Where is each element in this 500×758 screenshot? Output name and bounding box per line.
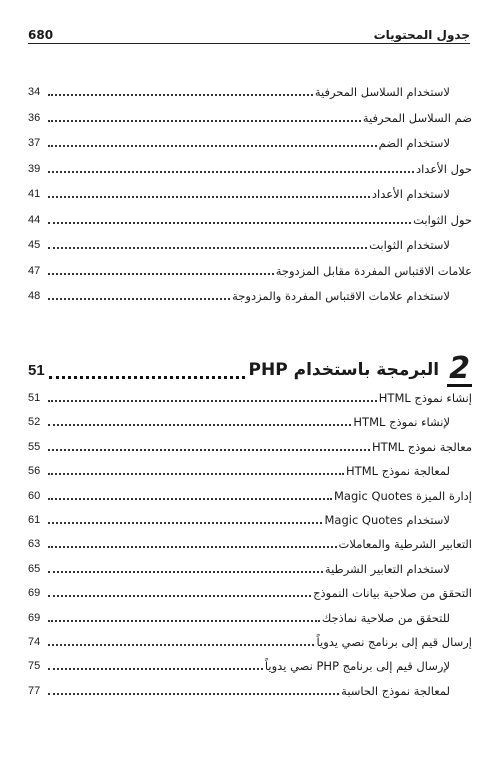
toc-entry-label: لإرسال قيم إلى برنامج PHP نصي يدوياً — [264, 659, 450, 674]
toc-entry-page: 56 — [28, 465, 41, 478]
leader-dots — [48, 619, 320, 622]
toc-entry-label: لاستخدام Magic Quotes — [324, 513, 450, 527]
toc-entry — [28, 82, 472, 102]
toc-entry — [28, 608, 472, 628]
leader-dots — [48, 144, 377, 147]
toc-entry — [28, 159, 472, 179]
toc-entry-label: علامات الاقتباس المفردة مقابل المزدوجة — [275, 263, 472, 278]
toc-entry — [28, 184, 472, 204]
running-title: جدول المحتويات — [373, 28, 470, 42]
leader-dots — [48, 221, 411, 224]
toc-entry — [28, 437, 472, 457]
leader-dots — [48, 497, 332, 500]
toc-entry — [28, 133, 472, 153]
toc-entry-page: 52 — [28, 416, 41, 429]
toc-entry — [28, 210, 472, 230]
toc-entry — [28, 388, 472, 408]
toc-entry-label: لاستخدام السلاسل المحرفية — [314, 85, 450, 99]
page-number: 680 — [28, 28, 54, 42]
toc-entry-page: 77 — [28, 684, 41, 697]
toc-entry — [28, 510, 472, 530]
toc-entry-label: لإنشاء نموذج HTML — [353, 415, 450, 430]
toc-entry-page: 63 — [28, 538, 41, 551]
toc-entry — [28, 583, 472, 603]
toc-entry-label: للتحقق من صلاحية نماذجك — [321, 610, 450, 625]
leader-dots — [48, 545, 337, 548]
toc-entry-label: لاستخدام الثوابت — [369, 238, 450, 252]
toc-entry — [28, 235, 472, 255]
toc-entry-page: 47 — [28, 264, 41, 277]
leader-dots — [48, 643, 314, 646]
toc-entry-page: 48 — [28, 290, 41, 302]
toc-entry — [28, 286, 472, 306]
toc-entry-page: 75 — [28, 660, 41, 673]
toc-entry-page: 37 — [28, 137, 41, 149]
leader-dots — [48, 423, 351, 426]
toc-entry-page: 61 — [28, 514, 41, 526]
leader-dots — [48, 448, 370, 451]
toc-entry-label: معالجة نموذج HTML — [372, 439, 472, 454]
leader-dots — [48, 272, 274, 275]
leader-dots — [48, 170, 414, 173]
chapter-title: البرمجة باستخدام PHP — [248, 360, 440, 380]
toc-entry-page: 41 — [28, 188, 41, 200]
toc-entry-page: 69 — [28, 587, 41, 600]
toc-entry-page: 44 — [28, 213, 41, 226]
toc-entry-label: التعابير الشرطية والمعاملات — [338, 537, 472, 552]
toc-entry-page: 65 — [28, 562, 41, 575]
toc-entry-label: إنشاء نموذج HTML — [378, 391, 472, 405]
leader-dots — [48, 119, 361, 122]
leader-dots — [48, 246, 367, 249]
leader-dots — [48, 472, 344, 475]
toc-entry — [28, 412, 472, 432]
toc-entry — [28, 632, 472, 652]
leader-dots — [48, 521, 322, 524]
toc-entry-label: لاستخدام الأعداد — [371, 187, 450, 201]
leader-dots — [48, 399, 377, 402]
page-header — [28, 22, 470, 42]
leader-dots — [48, 594, 311, 597]
toc-entry-label: إدارة الميزة Magic Quotes — [334, 488, 472, 503]
leader-dots — [48, 297, 230, 300]
toc-entry-page: 55 — [28, 440, 41, 453]
toc-entry-page: 69 — [28, 611, 41, 624]
toc-entry-page: 36 — [28, 111, 41, 124]
leader-dots — [49, 375, 245, 379]
toc-entry-page: 39 — [28, 162, 41, 175]
toc-entry-label: لاستخدام علامات الاقتباس المفردة والمزدوجة — [232, 289, 450, 303]
toc-entry-label: حول الثوابت — [413, 212, 472, 227]
toc-entry-page: 34 — [28, 86, 41, 98]
toc-entry — [28, 486, 472, 506]
toc-entry — [28, 534, 472, 554]
chapter-number: 2 — [449, 350, 470, 386]
toc-entry-label: التحقق من صلاحية بيانات النموذج — [313, 586, 472, 601]
leader-dots — [48, 195, 370, 198]
leader-dots — [48, 667, 263, 670]
toc-entry — [28, 559, 472, 579]
leader-dots — [48, 692, 339, 695]
toc-entry — [28, 108, 472, 128]
toc-entry — [28, 461, 472, 481]
toc-entry-page: 51 — [28, 392, 41, 404]
leader-dots — [48, 570, 323, 573]
leader-dots — [48, 93, 313, 96]
toc-entry-page: 60 — [28, 489, 41, 502]
toc-entry-page: 45 — [28, 239, 41, 251]
toc-entry-label: إرسال قيم إلى برنامج نصي يدوياً — [316, 635, 472, 649]
header-rule — [28, 43, 470, 44]
toc-entry-label: حول الأعداد — [415, 161, 472, 176]
toc-entry-label: ضم السلاسل المحرفية — [362, 110, 472, 125]
toc-entry — [28, 681, 472, 701]
toc-entry — [28, 261, 472, 281]
chapter-heading — [28, 352, 472, 388]
chapter-page: 51 — [28, 361, 45, 379]
toc-entry-label: لمعالجة نموذج HTML — [346, 464, 450, 479]
toc-entry-page: 74 — [28, 636, 41, 648]
toc-entry-label: لمعالجة نموذج الحاسبة — [341, 683, 450, 698]
toc-entry-label: لاستخدام التعابير الشرطية — [324, 561, 450, 576]
toc-entry — [28, 656, 472, 676]
toc-entry-label: لاستخدام الضم — [378, 136, 450, 150]
